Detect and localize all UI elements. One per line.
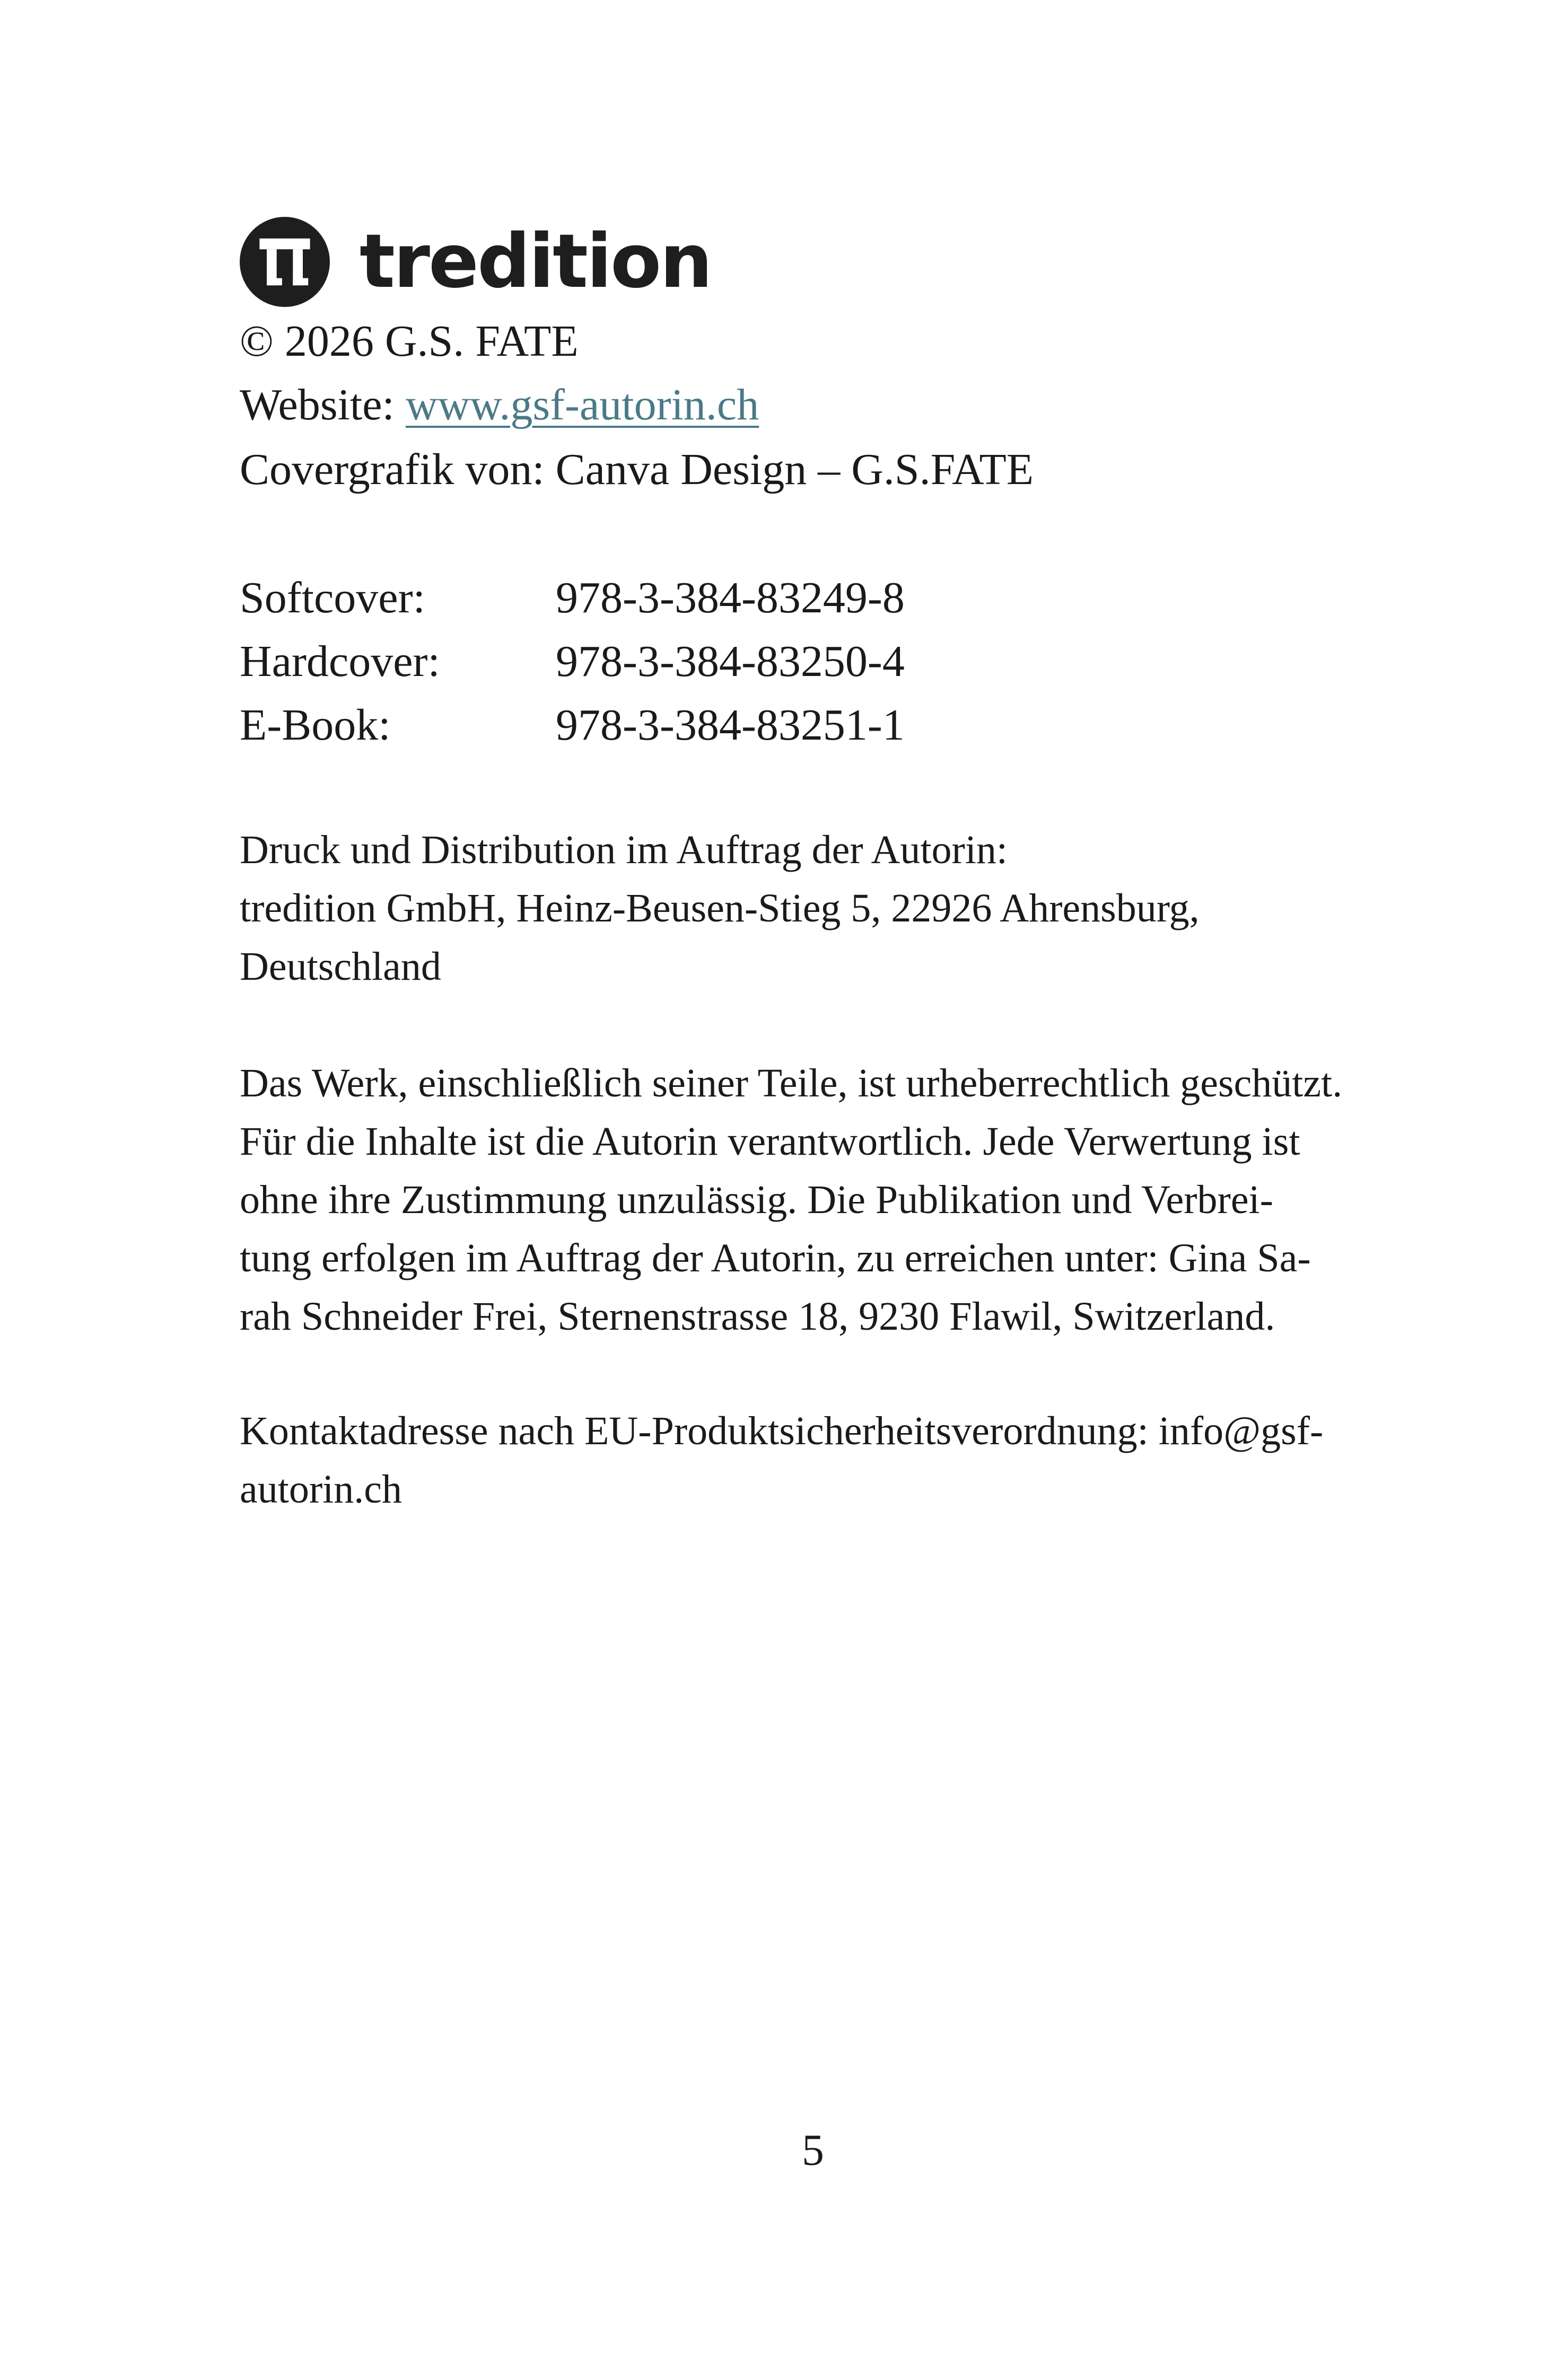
paragraph-line: tung erfolgen im Auftrag der Autorin, zu erreichen unter: Gina Sa- <box>240 1236 1311 1280</box>
paragraph-line: autorin.ch <box>240 1467 403 1512</box>
isbn-value: 978-3-384-83249-8 <box>556 573 905 622</box>
website-label: Website: <box>240 380 406 429</box>
paragraph-line: Für die Inhalte ist die Autorin verantwortlich. Jede Verwertung ist <box>240 1119 1300 1164</box>
contact-paragraph <box>240 1402 1385 1518</box>
tredition-wordmark: tredition <box>360 218 711 305</box>
isbn-value: 978-3-384-83250-4 <box>556 637 905 686</box>
paragraph-line: Das Werk, einschließlich seiner Teile, ist urheberrechtlich geschützt. <box>240 1061 1343 1105</box>
paragraph-line: Kontaktadresse nach EU-Produktsicherheitsverordnung: info@gsf- <box>240 1409 1324 1453</box>
paragraph-line: Deutschland <box>240 944 441 989</box>
isbn-row-hardcover <box>240 630 905 693</box>
website-line <box>240 373 759 437</box>
paragraph-line: rah Schneider Frei, Sternenstrasse 18, 9230 Flawil, Switzerland. <box>240 1294 1275 1339</box>
tredition-logo-icon <box>240 217 330 307</box>
isbn-value: 978-3-384-83251-1 <box>556 700 905 750</box>
copyright-line: © 2026 G.S. FATE <box>240 317 579 366</box>
cover-credit-line: Covergrafik von: Canva Design – G.S.FATE <box>240 445 1034 494</box>
page-number: 5 <box>802 2126 824 2175</box>
paragraph-line: Druck und Distribution im Auftrag der Autorin: <box>240 828 1008 872</box>
copyright-notice-paragraph <box>240 1054 1385 1346</box>
isbn-row-softcover <box>240 566 905 630</box>
website-link[interactable]: www.gsf-autorin.ch <box>405 380 759 429</box>
tredition-logo <box>240 215 711 309</box>
isbn-label: Softcover: <box>240 573 425 622</box>
paragraph-line: tredition GmbH, Heinz-Beusen-Stieg 5, 22926 Ahrensburg, <box>240 886 1200 930</box>
isbn-row-ebook <box>240 693 905 757</box>
paragraph-line: ohne ihre Zustimmung unzulässig. Die Publikation und Verbrei- <box>240 1178 1273 1222</box>
distribution-paragraph <box>240 821 1385 996</box>
isbn-label: Hardcover: <box>240 637 440 686</box>
isbn-label: E-Book: <box>240 700 391 750</box>
